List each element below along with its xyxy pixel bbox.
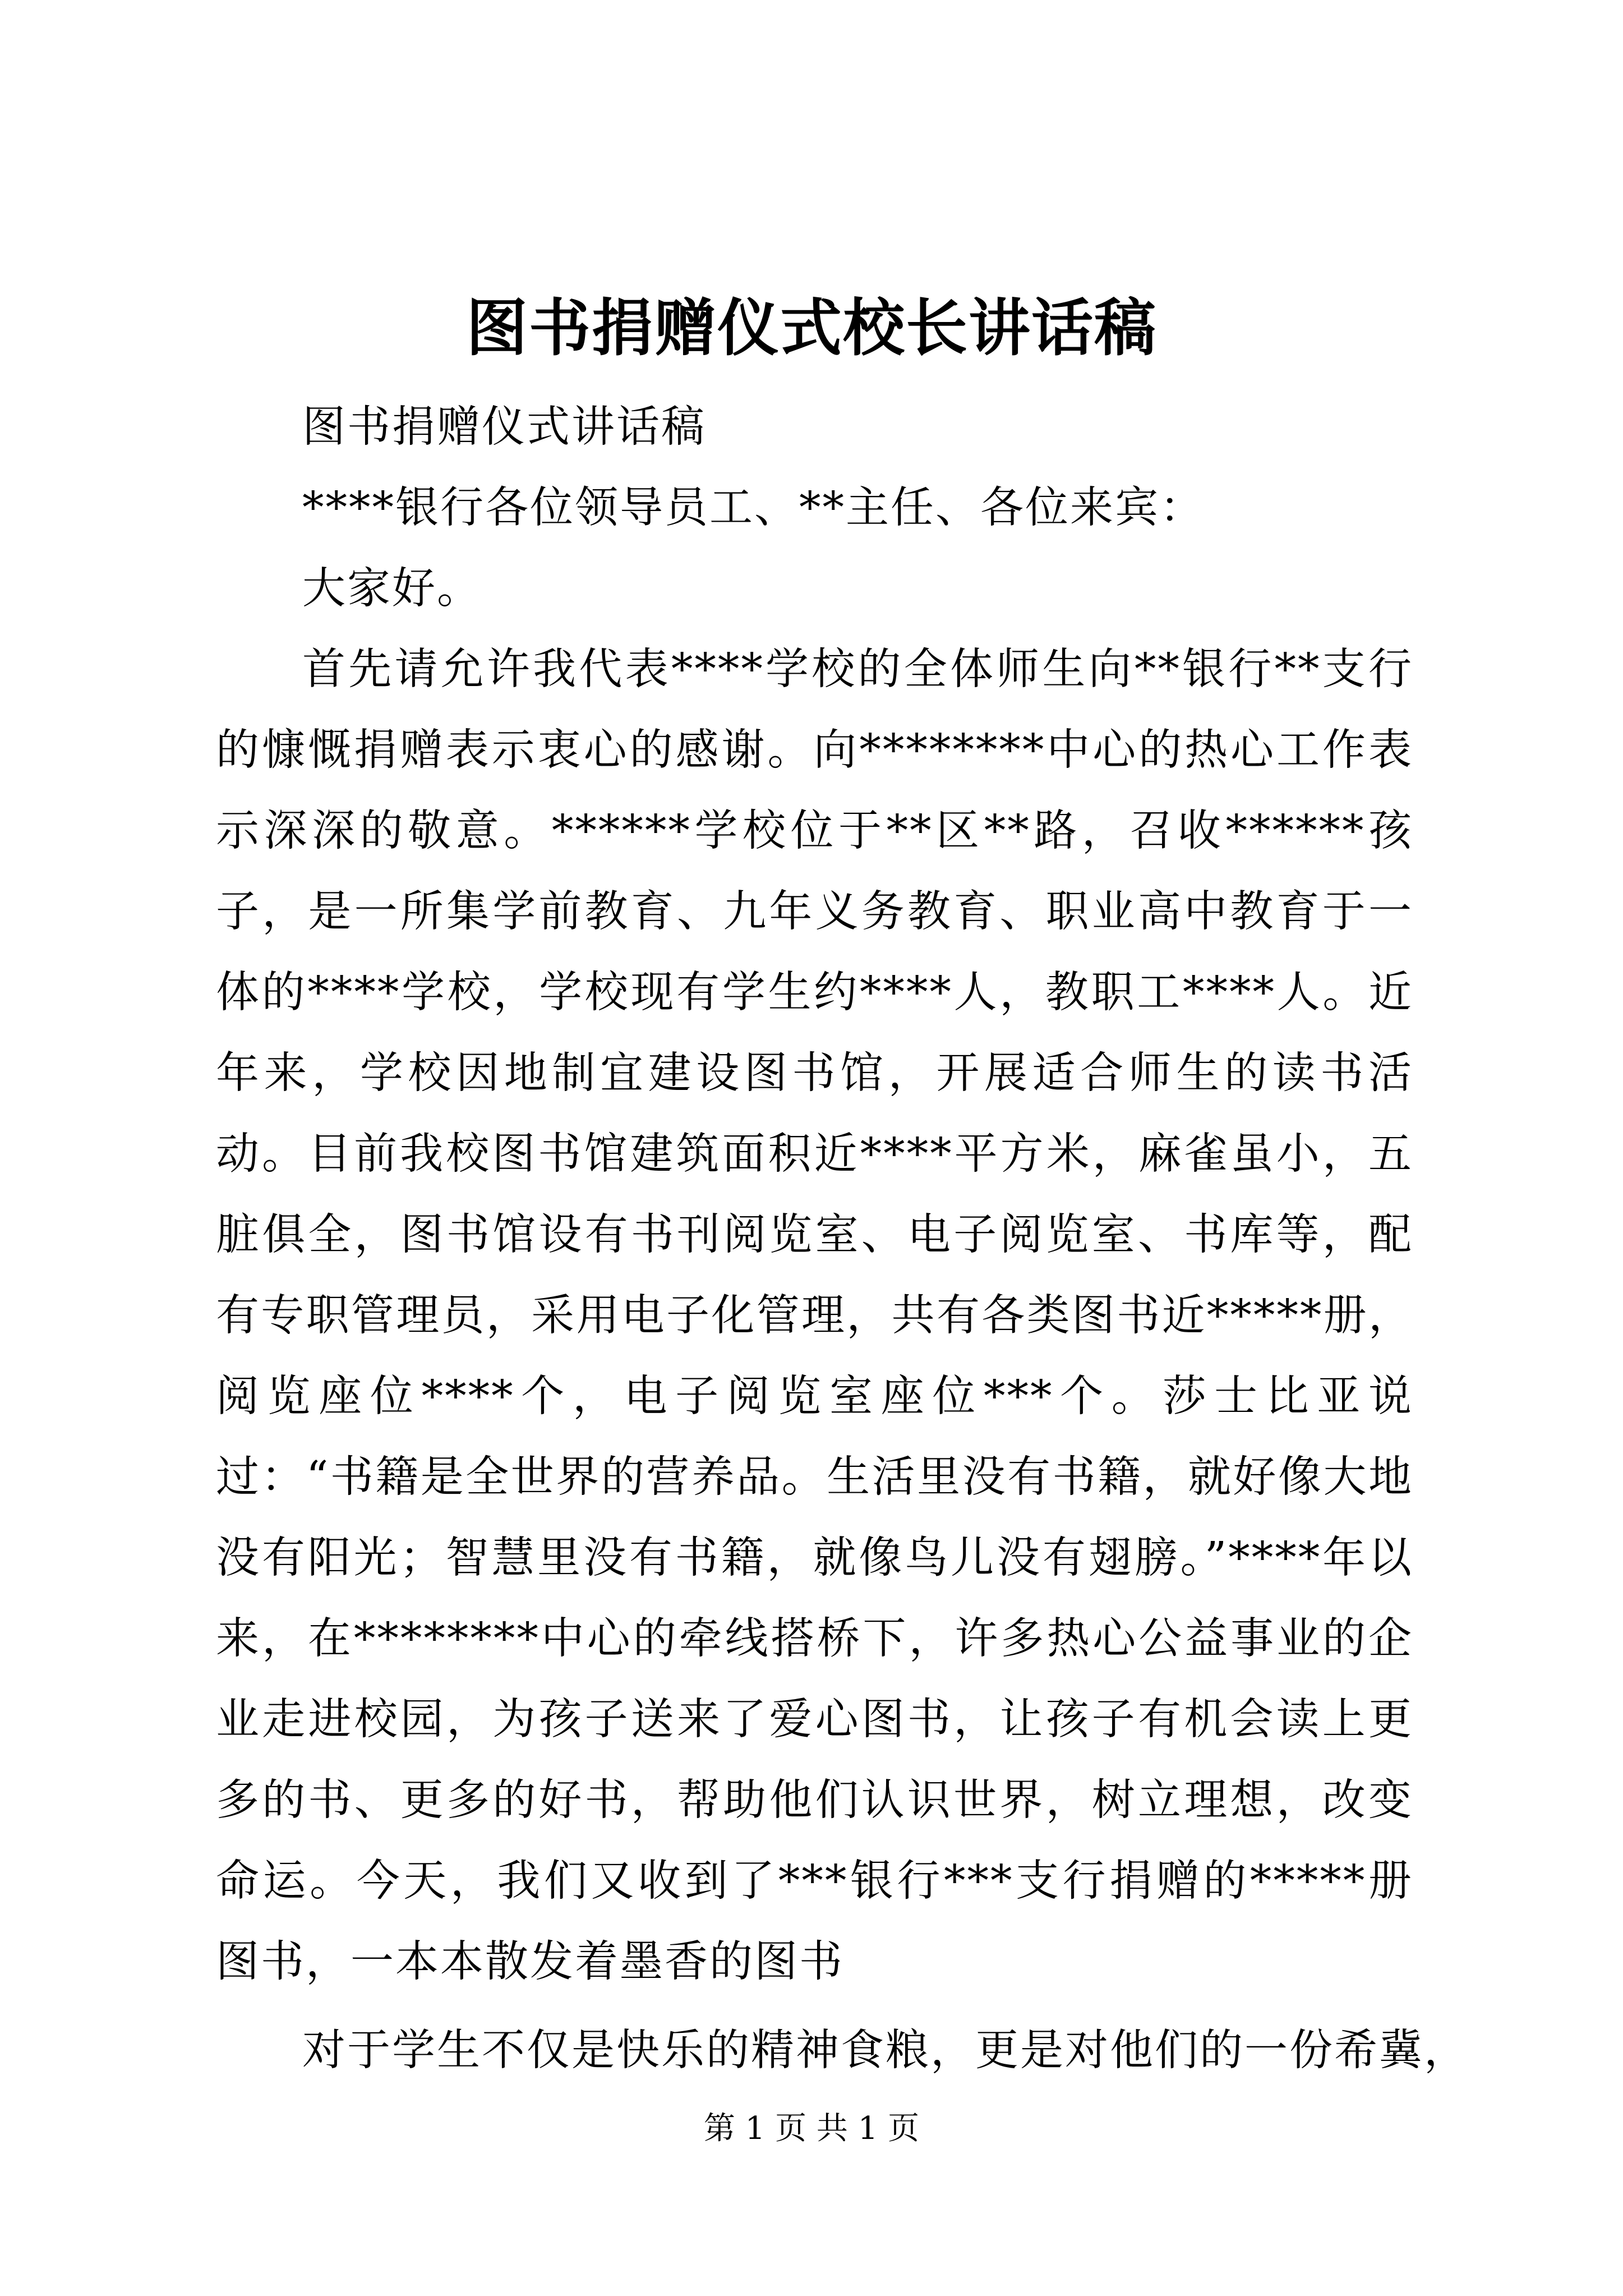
document-body [216, 387, 1469, 2091]
document-title: 图书捐赠仪式校长讲话稿 [466, 292, 1157, 364]
main-paragraph: 首先请允许我代表****学校的全体师生向**银行**支行的慷慨捐赠表示衷心的感谢。向********中心的热心工作表示深深的敬意。******学校位于**区**路，召收******孩子，是一所集学前教育、九年义务教育、职业高中教育于一体的****学校，学校现有学生约****人，教职工****人。近年来，学校因地制宜建设图书馆，开展适合师生的读书活动。目前我校图书馆建筑面积近****平方米，麻雀虽小，五脏俱全，图书馆设有书刊阅览室、电子阅览室、书库等，配有专职管理员，采用电子化管理，共有各类图书近*****册，阅览座位****个，电子阅览室座位***个。莎士比亚说过：“书籍是全世界的营养品。生活里没有书籍，就好像大地没有阳光；智慧里没有书籍，就像鸟儿没有翅膀。”****年以来，在********中心的牵线搭桥下，许多热心公益事业的企业走进校园，为孩子送来了爱心图书，让孩子有机会读上更多的书、更多的好书，帮助他们认识世界，树立理想，改变命运。今天，我们又收到了***银行***支行捐赠的*****册图书，一本本散发着墨香的图书 [216, 645, 1413, 1987]
salutation: ****银行各位领导员工、**主任、各位来宾： [302, 483, 1205, 533]
speech-subtitle: 图书捐赠仪式讲话稿 [302, 402, 706, 452]
continuation-paragraph: 对于学生不仅是快乐的精神食粮，更是对他们的一份希冀， [302, 2026, 1469, 2076]
page-footer: 第 1 页 共 1 页 [703, 2110, 920, 2147]
greeting: 大家好。 [302, 564, 482, 614]
